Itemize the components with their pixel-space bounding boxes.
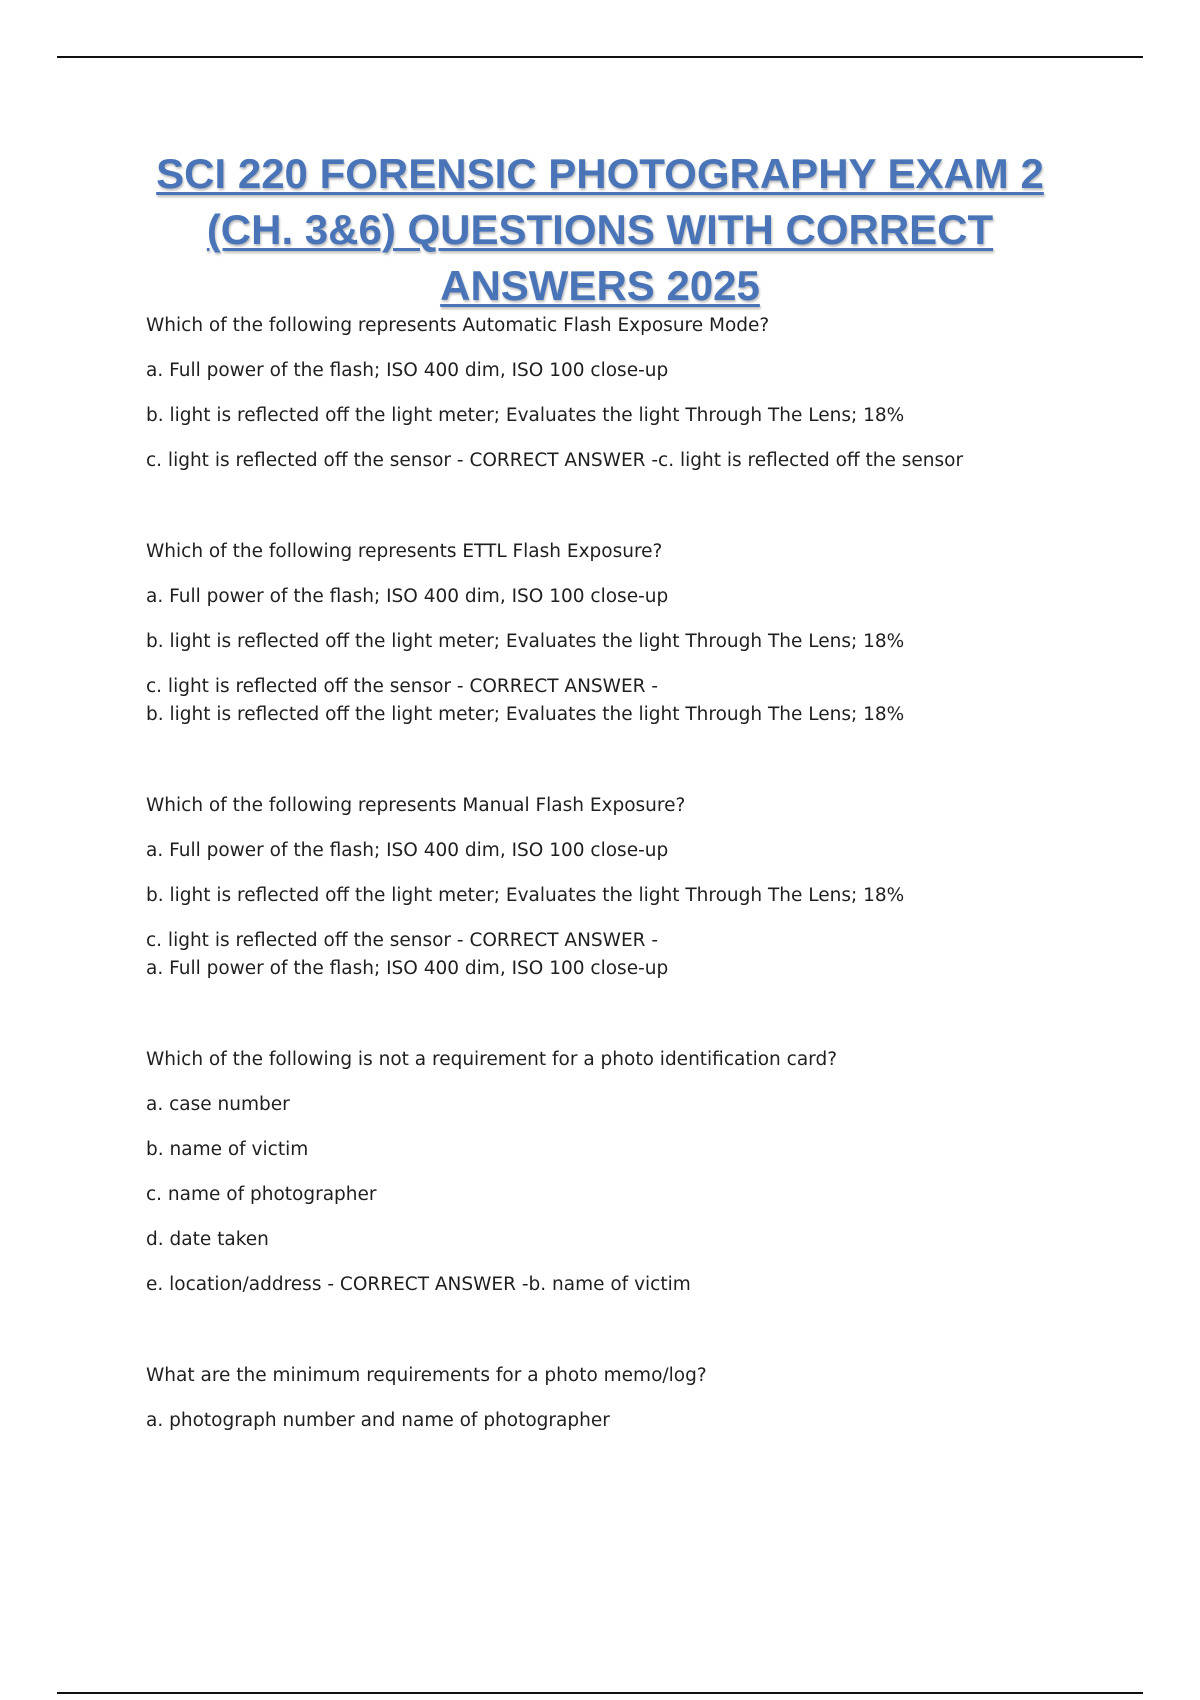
question-stem: Which of the following represents Automatic Flash Exposure Mode?	[146, 315, 770, 336]
answer-option: e. location/address - CORRECT ANSWER -b. name of victim	[146, 1274, 691, 1295]
answer-option: a. Full power of the flash; ISO 400 dim, ISO 100 close-up	[146, 586, 669, 607]
question-4	[146, 1048, 1146, 1318]
correct-answer: a. Full power of the flash; ISO 400 dim, ISO 100 close-up	[146, 958, 669, 979]
question-list	[146, 314, 1146, 1500]
question-3	[146, 794, 1146, 1002]
question-stem: Which of the following represents Manual Flash Exposure?	[146, 795, 686, 816]
answer-option: a. Full power of the flash; ISO 400 dim, ISO 100 close-up	[146, 840, 669, 861]
question-stem: Which of the following represents ETTL Flash Exposure?	[146, 541, 663, 562]
title-line-3: ANSWERS 2025	[440, 262, 760, 309]
question-stem: Which of the following is not a requirement for a photo identification card?	[146, 1049, 838, 1070]
answer-option: b. light is reflected off the light meter; Evaluates the light Through The Lens; 18%	[146, 405, 905, 426]
answer-option: c. light is reflected off the sensor - CORRECT ANSWER -	[146, 676, 659, 697]
title-line-1: SCI 220 FORENSIC PHOTOGRAPHY EXAM 2	[156, 150, 1044, 197]
title-line-2: (CH. 3&6) QUESTIONS WITH CORRECT	[206, 206, 994, 253]
question-stem: What are the minimum requirements for a photo memo/log?	[146, 1365, 707, 1386]
answer-option: d. date taken	[146, 1229, 269, 1250]
answer-option: c. light is reflected off the sensor - CORRECT ANSWER -	[146, 930, 659, 951]
correct-answer: b. light is reflected off the light meter; Evaluates the light Through The Lens; 18%	[146, 704, 905, 725]
question-1	[146, 314, 1146, 494]
question-5	[146, 1364, 1146, 1454]
answer-option: b. light is reflected off the light meter; Evaluates the light Through The Lens; 18%	[146, 631, 905, 652]
answer-option: c. light is reflected off the sensor - CORRECT ANSWER -c. light is reflected off the sensor	[146, 450, 964, 471]
answer-option: c. name of photographer	[146, 1184, 377, 1205]
document-title	[100, 146, 1100, 314]
bottom-rule	[57, 1692, 1143, 1694]
answer-option: a. case number	[146, 1094, 290, 1115]
question-2	[146, 540, 1146, 748]
answer-option: b. name of victim	[146, 1139, 309, 1160]
answer-option: a. photograph number and name of photographer	[146, 1410, 610, 1431]
top-rule	[57, 56, 1143, 58]
answer-option: b. light is reflected off the light meter; Evaluates the light Through The Lens; 18%	[146, 885, 905, 906]
answer-option: a. Full power of the flash; ISO 400 dim, ISO 100 close-up	[146, 360, 669, 381]
